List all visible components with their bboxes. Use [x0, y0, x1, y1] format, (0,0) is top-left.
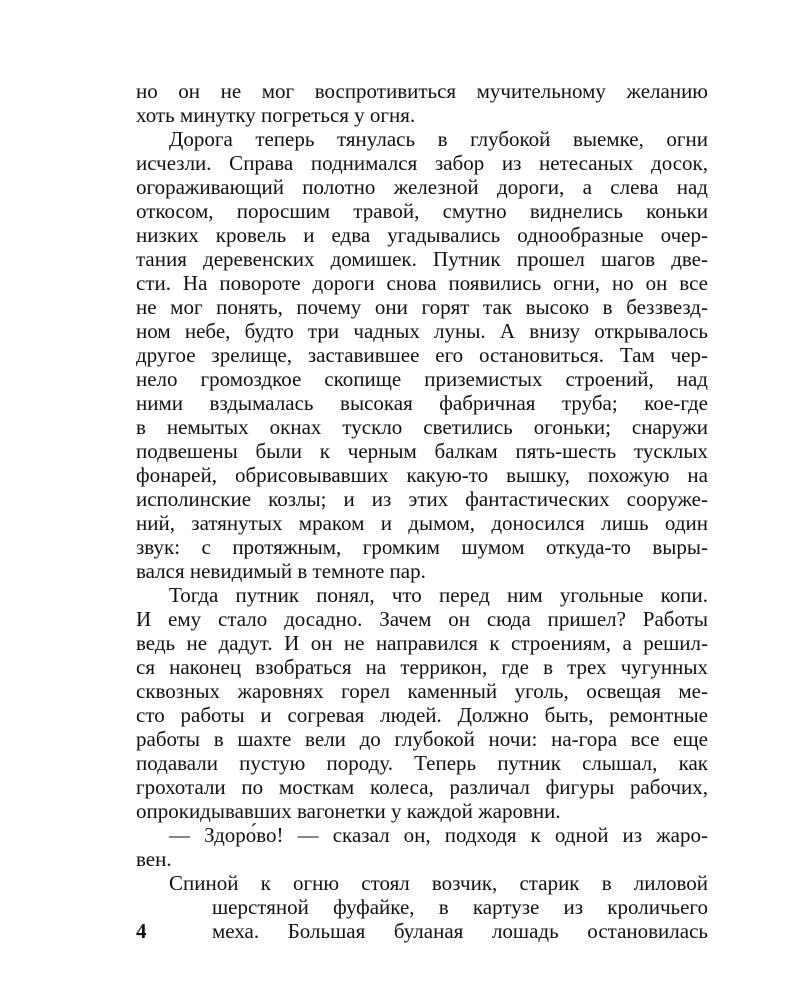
text-line: в немытых окнах тускло светились огоньки; снаружи	[136, 415, 708, 439]
text-line: ними вздымалась высокая фабричная труба; кое-где	[136, 391, 708, 415]
text-line: вался невидимый в темноте пар.	[136, 559, 426, 583]
text-line: тания деревенских домишек. Путник прошел шагов две-	[136, 247, 708, 271]
text-line: исчезли. Справа поднимался забор из нетесаных досок,	[136, 151, 708, 175]
text-line: шерстяной фуфайке, в картузе из кроличьего	[212, 895, 708, 919]
text-line: нело громоздкое скопище приземистых строений, над	[136, 367, 708, 391]
text-line: работы в шахте вели до глубокой ночи: на-гора все еще	[136, 727, 708, 751]
text-line: меха. Большая буланая лошадь остановилась	[212, 919, 708, 943]
text-line: звук: с протяжным, громким шумом откуда-то выры-	[136, 535, 708, 559]
text-line: вен.	[136, 847, 172, 871]
text-line: но он не мог воспротивиться мучительному желанию	[136, 79, 708, 103]
text-line: опрокидывавших вагонетки у каждой жаровни.	[136, 799, 561, 823]
text-line: низких кровель и едва угадывались однообразные очер-	[136, 223, 708, 247]
text-line: ний, затянутых мраком и дымом, доносился лишь один	[136, 511, 708, 535]
text-line: Тогда путник понял, что перед ним угольные копи.	[169, 583, 708, 607]
text-line: другое зрелище, заставившее его остановиться. Там чер-	[136, 343, 708, 367]
text-line: — Здоро́во! — сказал он, подходя к одной из жаро-	[169, 823, 708, 847]
text-line: сти. На повороте дороги снова появились огни, но он все	[136, 271, 708, 295]
text-line: огораживающий полотно железной дороги, а слева над	[136, 175, 708, 199]
text-line: сквозных жаровнях горел каменный уголь, освещая ме-	[136, 679, 708, 703]
text-line: исполинские козлы; и из этих фантастических сооруже-	[136, 487, 708, 511]
page-number: 4	[136, 919, 147, 943]
text-line: откосом, поросшим травой, смутно виднелись коньки	[136, 199, 708, 223]
text-line: не мог понять, почему они горят так высоко в беззвезд-	[136, 295, 708, 319]
text-line: хоть минутку погреться у огня.	[136, 103, 416, 127]
text-line: грохотали по мосткам колеса, различал фигуры рабочих,	[136, 775, 708, 799]
text-line: Спиной к огню стоял возчик, старик в лиловой	[169, 871, 708, 895]
text-line: И ему стало досадно. Зачем он сюда пришел? Работы	[136, 607, 708, 631]
text-line: ся наконец взобраться на террикон, где в трех чугунных	[136, 655, 708, 679]
text-line: ведь не дадут. И он не направился к строениям, а решил-	[136, 631, 708, 655]
text-line: сто работы и согревая людей. Должно быть, ремонтные	[136, 703, 708, 727]
text-line: Дорога теперь тянулась в глубокой выемке, огни	[169, 127, 708, 151]
text-line: подавали пустую породу. Теперь путник слышал, как	[136, 751, 708, 775]
text-line: фонарей, обрисовывавших какую-то вышку, похожую на	[136, 463, 708, 487]
text-line: ном небе, будто три чадных луны. А внизу открывалось	[136, 319, 708, 343]
text-line: подвешены были к черным балкам пять-шесть тусклых	[136, 439, 708, 463]
